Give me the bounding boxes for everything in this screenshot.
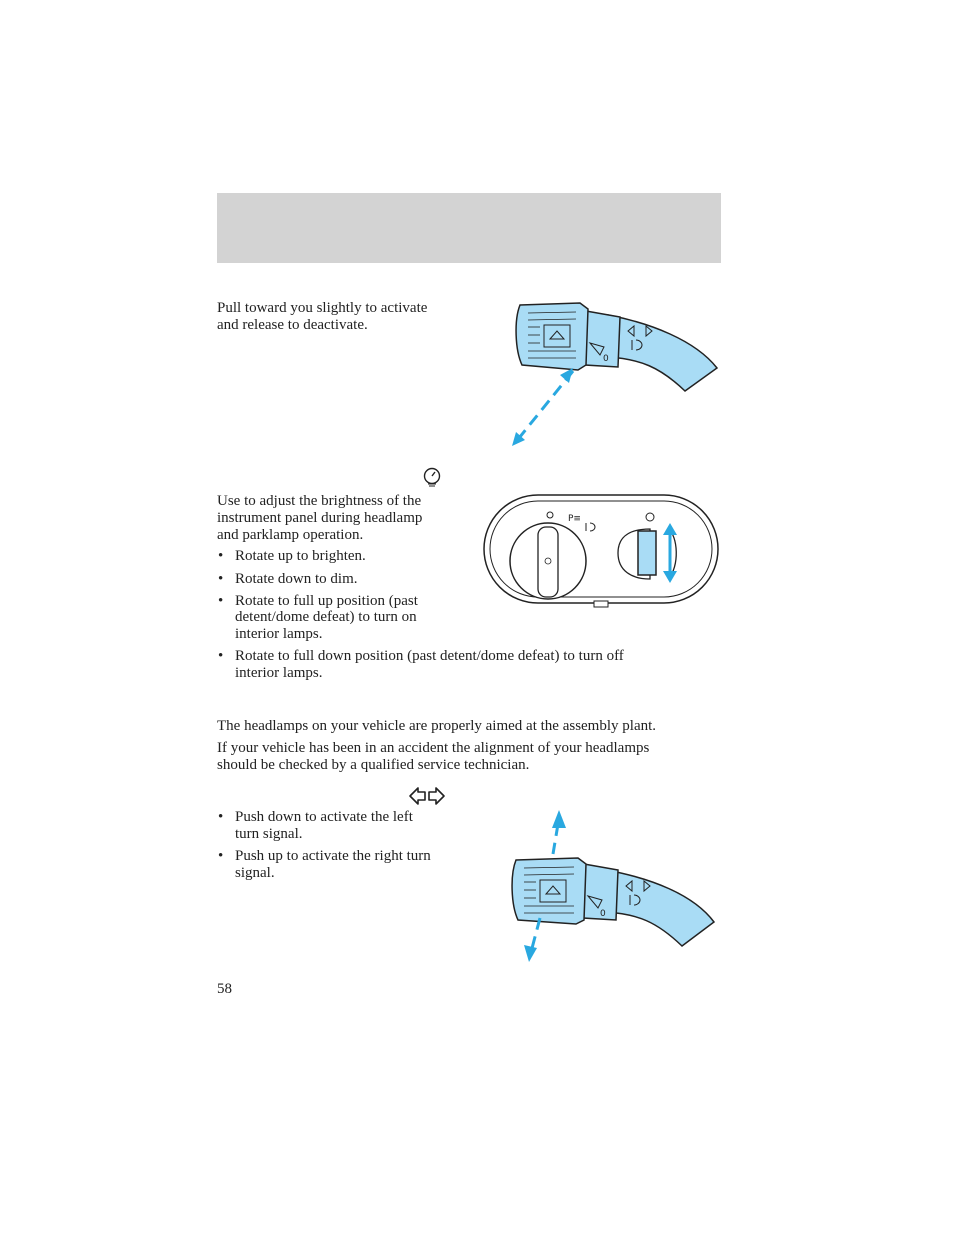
- svg-text:0: 0: [600, 909, 606, 919]
- multifunction-lever-illustration-2: [500, 806, 725, 966]
- bullet-item: • Rotate to full down position (past detent/dome defeat) to turn off interior lamps.: [218, 648, 624, 681]
- panel-dimmer-intro: Use to adjust the brightness of the instrument panel during headlamp and parklamp operation.: [217, 493, 423, 543]
- headlamp-alignment-text: If your vehicle has been in an accident the alignment of your headlamps should be checked by a qualified service technician.: [217, 740, 650, 773]
- headlamp-aiming-text: The headlamps on your vehicle are properly aimed at the assembly plant.: [217, 718, 657, 734]
- bullet-item: • Push up to activate the right turn signal.: [218, 848, 431, 881]
- turn-signal-arrows-icon: [408, 786, 446, 806]
- section-header-bar: [217, 193, 721, 263]
- panel-dimmer-icon: [423, 467, 441, 487]
- headlamp-switch-illustration: [482, 493, 722, 611]
- bullet-item: • Rotate to full up position (past detent/dome defeat) to turn on interior lamps.: [218, 593, 418, 642]
- page-number: 58: [217, 981, 232, 997]
- multifunction-lever-illustration-1: [500, 295, 725, 455]
- svg-text:P≡: P≡: [568, 514, 581, 524]
- flash-to-pass-text: Pull toward you slightly to activate and release to deactivate.: [217, 300, 428, 333]
- svg-text:0: 0: [603, 354, 609, 364]
- bullet-item: • Push down to activate the left turn signal.: [218, 809, 413, 842]
